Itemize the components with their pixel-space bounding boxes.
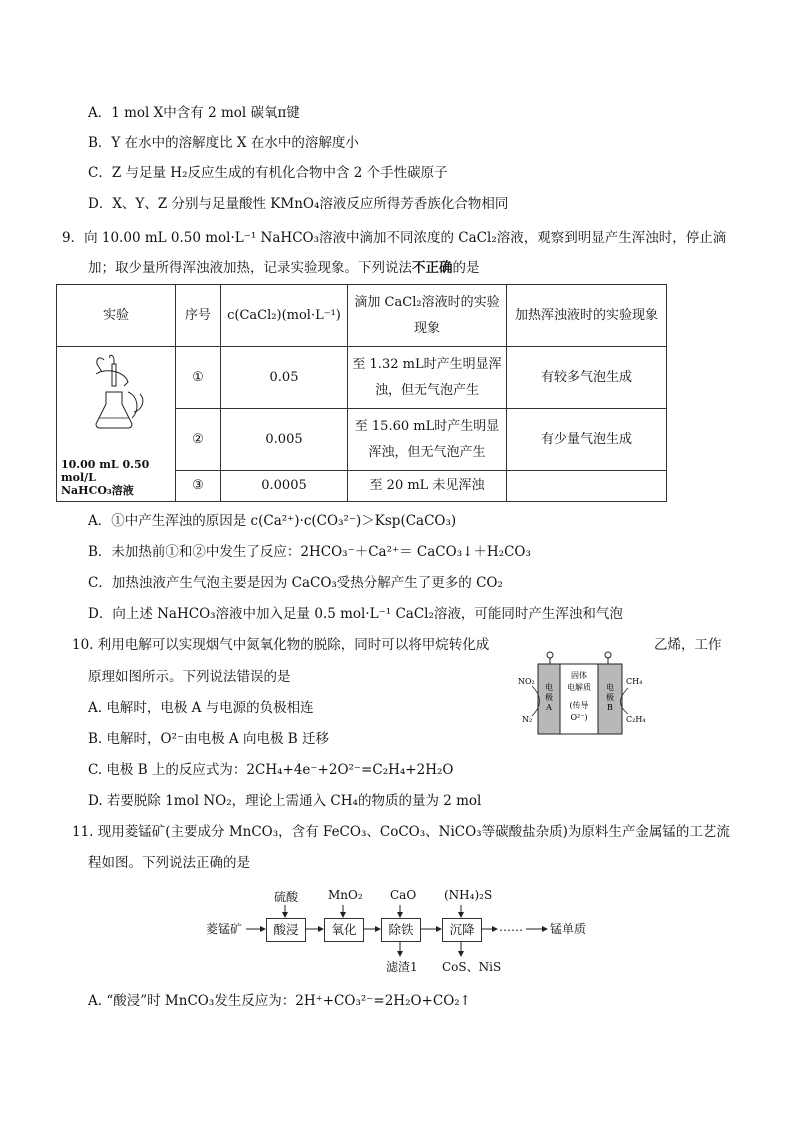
flow-residue-1: 滤渣1 — [386, 960, 418, 974]
electrode-b-label: 电 — [606, 683, 614, 692]
header-number: 序号 — [176, 285, 221, 347]
q10-option-d: D. 若要脱除 1mol NO₂，理论上需通入 CH₄的物质的量为 2 mol — [88, 793, 482, 809]
flow-reagent-1: 硫酸 — [274, 890, 299, 904]
q10-stem-line2: 原理如图所示。下列说法错误的是 — [88, 669, 291, 685]
q9-option-b: B．未加热前①和②中发生了反应：2HCO₃⁻＋Ca²⁺＝ CaCO₃↓＋H₂CO₃ — [88, 544, 531, 560]
q10-option-c: C. 电极 B 上的反应式为：2CH₄+4e⁻+2O²⁻=C₂H₄+2H₂O — [88, 762, 454, 778]
flow-ellipsis: …… — [499, 920, 523, 934]
flow-step-1: 酸浸 — [266, 918, 306, 942]
row-heat-phenomenon: 有少量气泡生成 — [507, 409, 667, 471]
svg-text:N₂: N₂ — [522, 715, 533, 724]
q10-stem-line1: 10. 利用电解可以实现烟气中氮氧化物的脱除，同时可以将甲烷转化成 — [72, 637, 490, 653]
flow-step-3: 除铁 — [381, 918, 421, 942]
svg-text:C₂H₄: C₂H₄ — [626, 715, 646, 724]
q9-emphasis: 不正确 — [412, 260, 453, 276]
svg-text:极: 极 — [606, 693, 614, 702]
q9-stem-line1: 9．向 10.00 mL 0.50 mol·L⁻¹ NaHCO₃溶液中滴加不同浓度的 CaCl₂溶液，观察到明显产生浑浊时，停止滴 — [62, 230, 727, 246]
flow-step-2: 氧化 — [324, 918, 364, 942]
row-concentration: 0.005 — [221, 409, 348, 471]
header-experiment: 实验 — [57, 285, 176, 347]
q9-stem-line2: 加；取少量所得浑浊液加热，记录实验现象。下列说法不正确的是 — [88, 260, 480, 276]
row-drip-phenomenon: 至 15.60 mL时产生明显浑浊，但无气泡产生 — [348, 409, 507, 471]
svg-text:A: A — [546, 703, 552, 712]
flow-step-4: 沉降 — [442, 918, 482, 942]
q9-option-c: C．加热浊液产生气泡主要是因为 CaCO₃受热分解产生了更多的 CO₂ — [88, 575, 503, 591]
row-number: ③ — [176, 471, 221, 502]
flow-reagent-3: CaO — [390, 888, 417, 902]
svg-text:电解质: 电解质 — [567, 683, 591, 692]
q8-option-c: C．Z 与足量 H₂反应生成的有机化合物中含 2 个手性碳原子 — [88, 165, 448, 181]
q8-option-a: A．1 mol X中含有 2 mol 碳氧π键 — [88, 105, 300, 121]
svg-text:极: 极 — [545, 693, 553, 702]
row-drip-phenomenon: 至 1.32 mL时产生明显浑浊，但无气泡产生 — [348, 347, 507, 409]
row-heat-phenomenon: 有较多气泡生成 — [507, 347, 667, 409]
row-number: ② — [176, 409, 221, 471]
svg-text:CH₄: CH₄ — [626, 677, 643, 686]
svg-text:B: B — [607, 703, 613, 712]
q8-option-b: B．Y 在水中的溶解度比 X 在水中的溶解度小 — [88, 135, 359, 151]
q9-option-a: A．①中产生浑浊的原因是 c(Ca²⁺)·c(CO₃²⁻)＞Ksp(CaCO₃) — [88, 513, 457, 529]
q10-stem-line1-tail: 乙烯，工作 — [654, 637, 722, 653]
svg-text:(传导: (传导 — [569, 701, 589, 710]
flow-reagent-2: MnO₂ — [328, 888, 363, 902]
q10-option-a: A. 电解时，电极 A 与电源的负极相连 — [88, 700, 314, 716]
electrolyte-label: 固体 — [571, 671, 587, 680]
q10-option-b: B. 电解时，O²⁻由电极 A 向电极 B 迁移 — [88, 731, 329, 747]
row-concentration: 0.05 — [221, 347, 348, 409]
flow-start: 菱锰矿 — [206, 922, 243, 936]
header-drip-phenomenon: 滴加 CaCl₂溶液时的实验现象 — [348, 285, 507, 347]
electrode-a-label: 电 — [545, 683, 553, 692]
q8-option-d: D．X、Y、Z 分别与足量酸性 KMnO₄溶液反应所得芳香族化合物相同 — [88, 196, 509, 212]
header-concentration: c(CaCl₂)(mol·L⁻¹) — [221, 285, 348, 347]
q11-stem-line2: 程如图。下列说法正确的是 — [88, 855, 250, 871]
flow-reagent-4: (NH₄)₂S — [444, 888, 493, 902]
q11-stem-line1: 11. 现用菱锰矿(主要成分 MnCO₃，含有 FeCO₃、CoCO₃、NiCO₃等碳酸盐杂质)为原料生产金属锰的工艺流 — [72, 824, 730, 840]
flow-residue-2: CoS、NiS — [442, 960, 502, 974]
header-heat-phenomenon: 加热浑浊液时的实验现象 — [507, 285, 667, 347]
q9-option-d: D．向上述 NaHCO₃溶液中加入足量 0.5 mol·L⁻¹ CaCl₂溶液，可能同时产生浑浊和气泡 — [88, 606, 623, 622]
apparatus-caption: 10.00 mL 0.50 mol/L NaHCO₃溶液 — [61, 457, 150, 497]
row-drip-phenomenon: 至 20 mL 未见浑浊 — [348, 471, 507, 502]
svg-text:NO₂: NO₂ — [518, 677, 535, 686]
svg-text:O²⁻): O²⁻) — [570, 713, 588, 722]
row-concentration: 0.0005 — [221, 471, 348, 502]
q11-option-a: A. “酸浸”时 MnCO₃发生反应为：2H⁺+CO₃²⁻=2H₂O+CO₂↑ — [88, 993, 471, 1009]
row-number: ① — [176, 347, 221, 409]
flow-end: 锰单质 — [550, 922, 587, 936]
